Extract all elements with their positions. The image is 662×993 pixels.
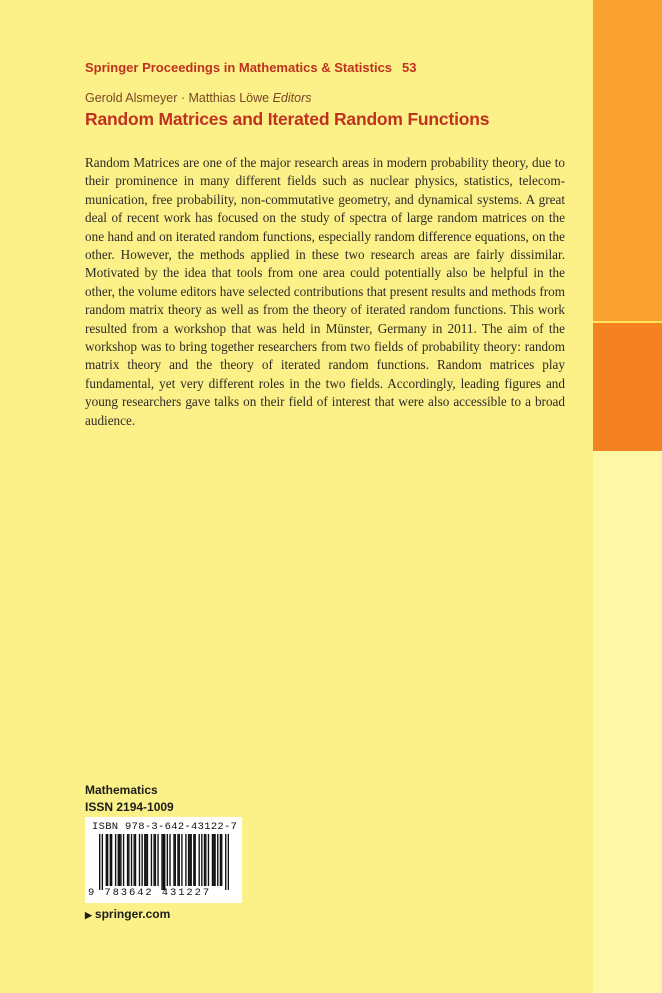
book-title: Random Matrices and Iterated Random Functions: [85, 109, 490, 129]
barcode-bar: [141, 834, 142, 886]
orange-stripe-middle: [593, 323, 662, 451]
barcode-bar: [164, 834, 165, 890]
barcode-bar: [220, 834, 221, 886]
barcode-bar: [153, 834, 154, 886]
subject-label: Mathematics: [85, 783, 158, 797]
barcode-bar: [155, 834, 156, 886]
barcode-bar: [131, 834, 132, 886]
barcode-bar: [128, 834, 129, 886]
editors-role: Editors: [272, 91, 312, 105]
barcode-bar: [167, 834, 168, 886]
website-link[interactable]: [85, 907, 170, 921]
barcode-bar: [214, 834, 215, 886]
barcode-bar: [147, 834, 148, 886]
orange-stripe-top: [593, 0, 662, 323]
barcode-bar: [213, 834, 214, 886]
barcode-bar: [123, 834, 124, 886]
barcode-bar: [163, 834, 164, 890]
barcode-bar: [204, 834, 205, 886]
barcode-bar: [169, 834, 170, 886]
barcode-bar: [102, 834, 103, 890]
series-name: Springer Proceedings in Mathematics & Statistics: [85, 60, 393, 75]
barcode-bar: [118, 834, 119, 886]
barcode-bar: [212, 834, 213, 886]
barcode-bar: [188, 834, 189, 886]
barcode-bar: [175, 834, 176, 886]
barcode-bar: [208, 834, 209, 886]
barcode-bar: [177, 834, 178, 886]
barcode-bar: [185, 834, 186, 886]
barcode-bar: [107, 834, 108, 886]
editor-names: Gerold Alsmeyer · Matthias Löwe: [85, 91, 270, 105]
barcode-bar: [205, 834, 206, 886]
barcode-bar: [189, 834, 190, 886]
barcode-bar: [225, 834, 226, 890]
barcode-bar: [119, 834, 120, 886]
barcode-bar: [151, 834, 152, 886]
barcode-bar: [99, 834, 100, 890]
barcode-bar: [198, 834, 199, 886]
barcode-bar: [120, 834, 121, 886]
barcode-bar: [195, 834, 196, 886]
triangle-right-icon: ▶: [85, 910, 92, 920]
barcode-bar: [173, 834, 174, 886]
isbn-text: ISBN 978-3-642-43122-7: [92, 821, 238, 833]
barcode-bar: [228, 834, 229, 890]
barcode-bar: [133, 834, 134, 886]
abstract-text: Random Matrices are one of the major research areas in modern probability theory, due to their prominence in many different fields such as nuclear physics, statistics, telecommunication, free probability, non-commutative geometry, and dynamical systems. A great deal of recent work has focused on the study of spectra of large random matrices on the one hand and on iterated random functions, especially random difference equations, on the other. However, the methods applied in these two research areas are fairly dissimilar. Motivated by the idea that tools from one area could potentially also be helpful in the other, the volume editors have selected contributions that present results and methods from random matrix theory as well as from the theory of iterated random functions. This work resulted from a workshop that was held in Münster, Germany in 2011. The aim of the workshop was to bring together researchers from two fields of probability theory: random matrix theory and the theory of iterated random functions. Random matrices play fundamental, yet very different roles in the two fields. Accordingly, leading figures and young researchers gave talks on their field of interest that were also accessible to a broad audience.: [85, 155, 565, 428]
barcode-bar: [181, 834, 182, 886]
barcode-bar: [106, 834, 107, 886]
barcode-bar: [127, 834, 128, 886]
website-url: springer.com: [94, 907, 171, 921]
barcode-bar: [111, 834, 112, 886]
issn-label: ISSN 2194-1009: [85, 800, 174, 814]
barcode-bar: [201, 834, 202, 886]
barcode-bar: [115, 834, 116, 886]
barcode-bar: [157, 834, 158, 886]
barcode-bar: [191, 834, 192, 886]
barcode-bars: [99, 834, 229, 890]
barcode-bar: [179, 834, 180, 886]
barcode-bar: [221, 834, 222, 886]
barcode-bar: [145, 834, 146, 886]
pale-stripe-bottom: [593, 451, 662, 993]
series-line: [85, 60, 417, 75]
barcode-bar: [110, 834, 111, 886]
barcode-bar: [161, 834, 162, 890]
barcode-bar: [135, 834, 136, 886]
barcode: [85, 817, 242, 903]
ean-digits: 9 783642 431227: [88, 887, 212, 899]
barcode-bar: [217, 834, 218, 886]
barcode-bar: [144, 834, 145, 886]
barcode-bar: [193, 834, 194, 886]
barcode-bar: [139, 834, 140, 886]
editors-line: [85, 91, 312, 105]
series-volume: 53: [402, 60, 417, 75]
